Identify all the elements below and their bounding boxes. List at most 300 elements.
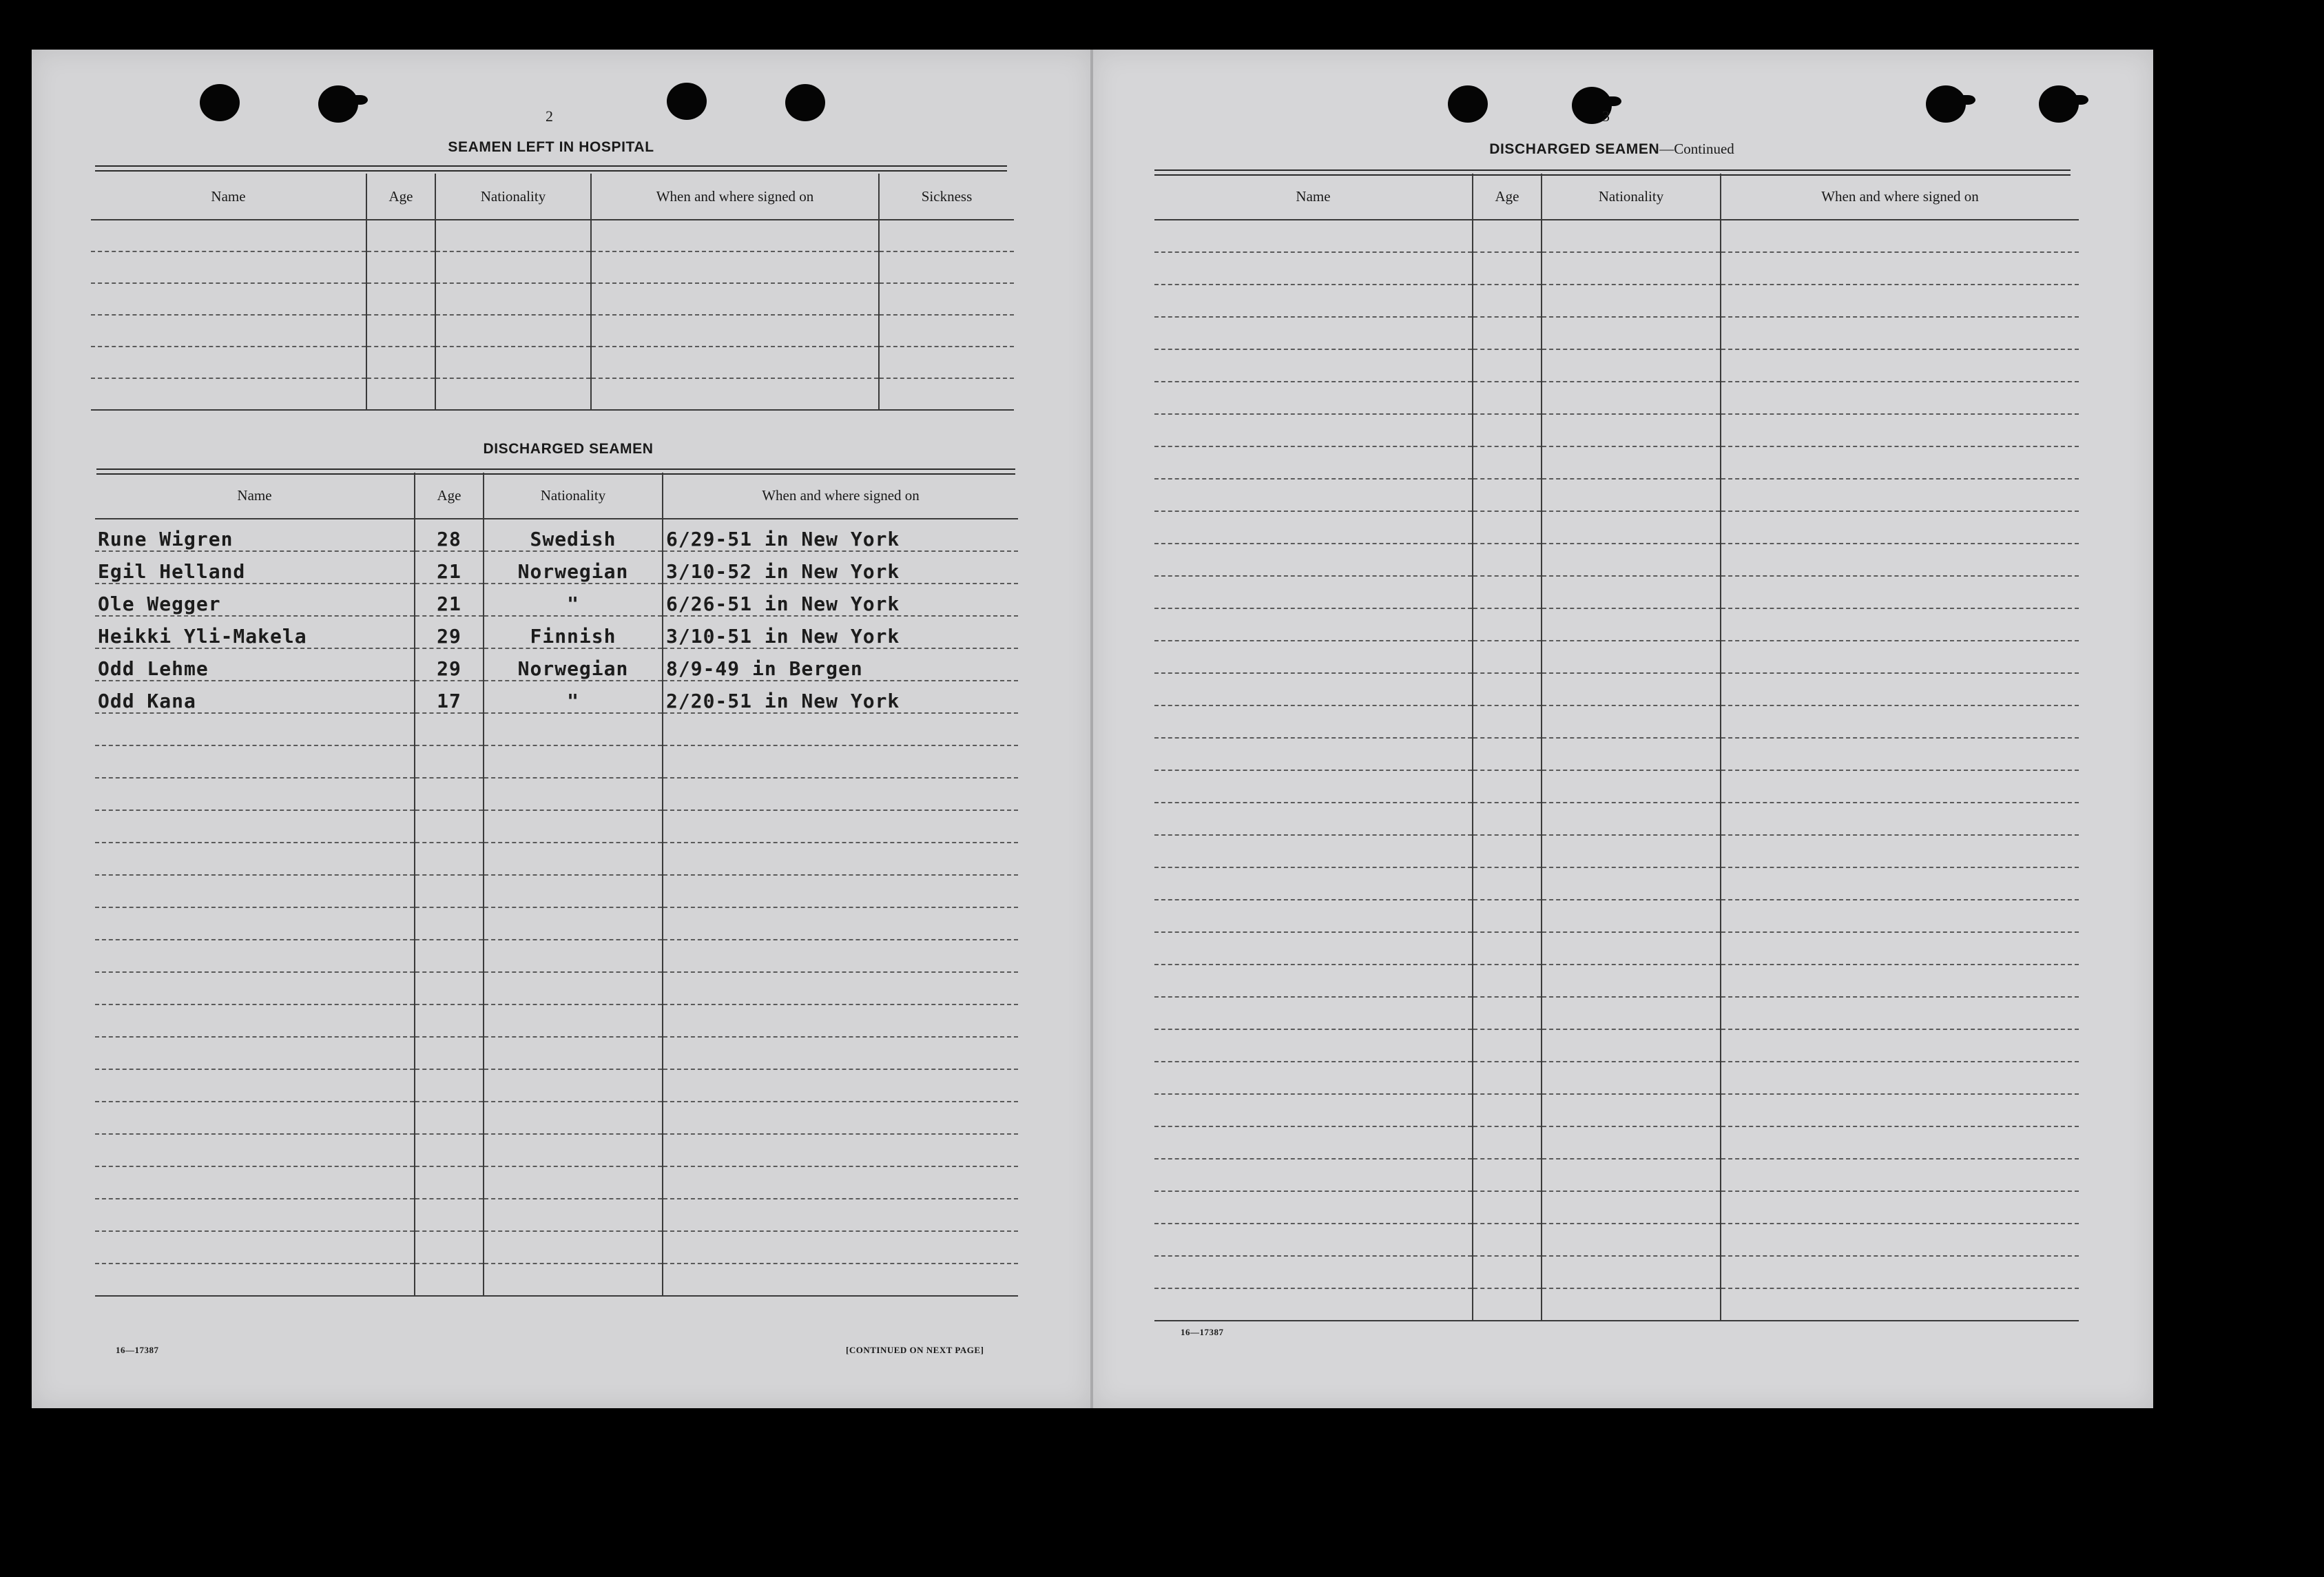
column-header-age: Age <box>366 174 435 220</box>
column-header-name: Name <box>91 174 366 220</box>
table-cell <box>484 940 663 972</box>
table-cell <box>1721 1224 2079 1256</box>
cell-age: 29 <box>415 616 484 648</box>
table-row <box>1154 446 2079 479</box>
punch-hole <box>667 83 707 120</box>
table-cell <box>1154 1288 1473 1321</box>
table-row <box>1154 1191 2079 1224</box>
table-cell <box>1542 317 1721 349</box>
table-row <box>95 745 1018 778</box>
page-number: 3 <box>1602 107 1610 125</box>
table-row <box>1154 900 2079 932</box>
table-cell <box>1154 705 1473 738</box>
table-cell <box>663 1004 1018 1037</box>
column-header-name: Name <box>95 473 415 519</box>
table-cell <box>1473 835 1542 867</box>
table-cell <box>1154 220 1473 252</box>
table-cell <box>1154 1126 1473 1159</box>
table-cell <box>366 315 435 347</box>
table-cell <box>1721 1288 2079 1321</box>
table-cell <box>95 875 415 907</box>
table-row <box>95 972 1018 1004</box>
column-header-name: Name <box>1154 174 1473 220</box>
table-cell <box>1154 1159 1473 1191</box>
table-cell <box>879 251 1014 283</box>
table-cell <box>663 1037 1018 1069</box>
table-cell <box>1154 641 1473 673</box>
cell-age: 29 <box>415 648 484 681</box>
table-row <box>95 1069 1018 1102</box>
table-row <box>1154 1224 2079 1256</box>
cell-nationality: Swedish <box>484 519 663 551</box>
table-cell <box>484 1069 663 1102</box>
table-cell <box>1721 705 2079 738</box>
cell-name: Ole Wegger <box>95 584 415 616</box>
table-cell <box>415 1102 484 1134</box>
table-cell <box>1154 965 1473 997</box>
table-cell <box>879 283 1014 315</box>
table-cell <box>591 315 879 347</box>
cell-age: 21 <box>415 584 484 616</box>
table-cell <box>1542 641 1721 673</box>
table-cell <box>95 940 415 972</box>
table-row <box>95 681 1018 713</box>
table-cell <box>1721 1126 2079 1159</box>
table-cell <box>1154 673 1473 705</box>
table-cell <box>1721 932 2079 965</box>
continued-note: [CONTINUED ON NEXT PAGE] <box>846 1345 984 1355</box>
table-cell <box>1542 1191 1721 1224</box>
table-cell <box>1473 770 1542 803</box>
table-cell <box>1473 349 1542 382</box>
table-cell <box>484 843 663 875</box>
table-cell <box>1542 382 1721 414</box>
table-cell <box>1721 479 2079 511</box>
table-cell <box>1473 900 1542 932</box>
cell-name: Odd Kana <box>95 681 415 713</box>
column-header-age: Age <box>415 473 484 519</box>
table-cell <box>1721 1062 2079 1094</box>
table-row <box>1154 803 2079 835</box>
table-cell <box>91 347 366 378</box>
table-cell <box>415 1264 484 1296</box>
hospital-top-rule <box>95 165 1007 172</box>
hospital-table <box>91 174 1014 411</box>
table-cell <box>663 1102 1018 1134</box>
table-cell <box>879 220 1014 251</box>
cell-age: 21 <box>415 551 484 584</box>
table-cell <box>1721 1191 2079 1224</box>
table-cell <box>1154 803 1473 835</box>
table-row <box>1154 932 2079 965</box>
table-cell <box>484 972 663 1004</box>
table-row <box>95 1037 1018 1069</box>
table-cell <box>484 1004 663 1037</box>
cell-nationality: Norwegian <box>484 551 663 584</box>
table-row <box>95 940 1018 972</box>
table-cell <box>95 1069 415 1102</box>
table-cell <box>1473 414 1542 446</box>
table-row <box>1154 867 2079 900</box>
table-row <box>1154 673 2079 705</box>
table-cell <box>95 1231 415 1264</box>
table-row <box>1154 738 2079 770</box>
table-cell <box>1542 1224 1721 1256</box>
table-cell <box>1473 1224 1542 1256</box>
cell-name: Heikki Yli-Makela <box>95 616 415 648</box>
discharged-section-title: DISCHARGED SEAMEN <box>483 441 654 457</box>
table-cell <box>1473 382 1542 414</box>
table-cell <box>415 1199 484 1231</box>
table-cell <box>366 347 435 378</box>
table-row <box>1154 1256 2079 1288</box>
table-cell <box>484 1166 663 1199</box>
table-cell <box>1542 1029 1721 1062</box>
table-cell <box>366 283 435 315</box>
table-cell <box>1542 220 1721 252</box>
table-cell <box>1154 1062 1473 1094</box>
table-cell <box>1473 641 1542 673</box>
table-cell <box>663 1264 1018 1296</box>
table-cell <box>415 745 484 778</box>
table-cell <box>1154 900 1473 932</box>
table-cell <box>1154 997 1473 1029</box>
table-row <box>1154 770 2079 803</box>
table-cell <box>1473 446 1542 479</box>
punch-hole <box>318 85 358 123</box>
table-cell <box>415 778 484 810</box>
table-cell <box>415 843 484 875</box>
table-cell <box>1721 997 2079 1029</box>
continued-suffix: —Continued <box>1659 141 1734 157</box>
table-row <box>95 616 1018 648</box>
table-row <box>91 283 1014 315</box>
table-cell <box>1154 317 1473 349</box>
table-row <box>1154 1159 2079 1191</box>
table-cell <box>1154 608 1473 641</box>
table-row <box>95 1134 1018 1166</box>
table-cell <box>1542 770 1721 803</box>
table-cell <box>1473 965 1542 997</box>
table-cell <box>366 378 435 410</box>
discharged-table <box>95 473 1018 1297</box>
table-row <box>1154 349 2079 382</box>
table-cell <box>1154 544 1473 576</box>
table-cell <box>663 1134 1018 1166</box>
table-cell <box>484 1199 663 1231</box>
column-header-signed-on: When and where signed on <box>591 174 879 220</box>
table-cell <box>1542 900 1721 932</box>
table-cell <box>1154 738 1473 770</box>
table-row <box>1154 608 2079 641</box>
table-row <box>1154 1029 2079 1062</box>
table-cell <box>1154 835 1473 867</box>
table-cell <box>95 907 415 940</box>
table-cell <box>1721 414 2079 446</box>
table-cell <box>1154 1191 1473 1224</box>
table-row <box>95 1102 1018 1134</box>
table-cell <box>484 1264 663 1296</box>
table-cell <box>1473 1191 1542 1224</box>
table-cell <box>1721 252 2079 285</box>
table-cell <box>1721 220 2079 252</box>
table-cell <box>1721 349 2079 382</box>
table-row <box>1154 705 2079 738</box>
table-cell <box>1473 479 1542 511</box>
table-cell <box>415 1134 484 1166</box>
table-cell <box>591 251 879 283</box>
table-cell <box>1542 1256 1721 1288</box>
table-row <box>95 1004 1018 1037</box>
table-cell <box>1542 414 1721 446</box>
table-cell <box>1473 803 1542 835</box>
table-cell <box>1542 446 1721 479</box>
table-row <box>95 810 1018 843</box>
cell-nationality: " <box>484 681 663 713</box>
form-number: 16—17387 <box>116 1345 159 1355</box>
table-row <box>91 378 1014 410</box>
table-row <box>91 220 1014 251</box>
table-cell <box>1154 285 1473 317</box>
table-cell <box>663 1231 1018 1264</box>
cell-age: 28 <box>415 519 484 551</box>
table-cell <box>1721 446 2079 479</box>
table-cell <box>591 378 879 410</box>
table-cell <box>1542 803 1721 835</box>
table-cell <box>1542 835 1721 867</box>
table-cell <box>1542 673 1721 705</box>
table-cell <box>91 283 366 315</box>
table-cell <box>91 315 366 347</box>
table-cell <box>1542 1288 1721 1321</box>
table-cell <box>1542 867 1721 900</box>
cell-signed-on: 6/29-51 in New York <box>663 519 1018 551</box>
table-cell <box>1721 738 2079 770</box>
table-cell <box>1473 932 1542 965</box>
column-header-nationality: Nationality <box>484 473 663 519</box>
table-cell <box>1473 738 1542 770</box>
table-cell <box>91 220 366 251</box>
table-cell <box>95 972 415 1004</box>
cell-name: Egil Helland <box>95 551 415 584</box>
table-cell <box>1473 705 1542 738</box>
table-cell <box>484 875 663 907</box>
table-cell <box>1721 317 2079 349</box>
table-cell <box>1473 673 1542 705</box>
table-cell <box>663 810 1018 843</box>
table-row <box>1154 835 2079 867</box>
table-cell <box>1473 867 1542 900</box>
hospital-section-title: SEAMEN LEFT IN HOSPITAL <box>448 139 654 155</box>
table-row <box>95 648 1018 681</box>
table-cell <box>435 347 591 378</box>
column-header-signed-on: When and where signed on <box>663 473 1018 519</box>
table-cell <box>591 220 879 251</box>
table-cell <box>366 220 435 251</box>
table-row <box>1154 252 2079 285</box>
table-row <box>1154 641 2079 673</box>
table-row <box>95 843 1018 875</box>
table-cell <box>1721 1094 2079 1126</box>
table-cell <box>1473 220 1542 252</box>
table-row <box>95 519 1018 551</box>
table-cell <box>95 1166 415 1199</box>
punch-hole <box>785 84 825 121</box>
table-cell <box>95 1199 415 1231</box>
table-cell <box>435 315 591 347</box>
table-row <box>95 584 1018 616</box>
table-row <box>1154 382 2079 414</box>
table-cell <box>435 220 591 251</box>
table-cell <box>95 1264 415 1296</box>
table-cell <box>95 1102 415 1134</box>
table-cell <box>95 1134 415 1166</box>
table-cell <box>1154 932 1473 965</box>
table-cell <box>435 283 591 315</box>
cell-age: 17 <box>415 681 484 713</box>
table-cell <box>1721 576 2079 608</box>
cell-signed-on: 3/10-52 in New York <box>663 551 1018 584</box>
table-cell <box>95 1037 415 1069</box>
table-cell <box>415 1231 484 1264</box>
table-row <box>1154 965 2079 997</box>
table-cell <box>435 378 591 410</box>
table-cell <box>484 1037 663 1069</box>
discharged-continued-title <box>1405 141 1818 158</box>
discharged-continued-title-text: DISCHARGED SEAMEN <box>1489 141 1660 157</box>
table-row <box>1154 285 2079 317</box>
table-cell <box>663 713 1018 745</box>
table-cell <box>415 940 484 972</box>
table-cell <box>1473 1288 1542 1321</box>
table-cell <box>1721 544 2079 576</box>
table-cell <box>1721 1159 2079 1191</box>
table-cell <box>1542 1126 1721 1159</box>
table-cell <box>1154 349 1473 382</box>
table-cell <box>1473 285 1542 317</box>
table-row <box>1154 1094 2079 1126</box>
table-cell <box>1542 965 1721 997</box>
table-cell <box>1473 252 1542 285</box>
table-cell <box>1721 382 2079 414</box>
table-row <box>1154 1062 2079 1094</box>
table-cell <box>1473 1126 1542 1159</box>
table-row <box>1154 479 2079 511</box>
table-cell <box>663 972 1018 1004</box>
table-cell <box>1154 511 1473 544</box>
table-cell <box>879 378 1014 410</box>
table-cell <box>1154 414 1473 446</box>
table-cell <box>1473 1094 1542 1126</box>
table-cell <box>95 745 415 778</box>
column-header-sickness: Sickness <box>879 174 1014 220</box>
table-cell <box>1154 252 1473 285</box>
table-cell <box>591 283 879 315</box>
table-cell <box>1542 285 1721 317</box>
punch-hole <box>2039 85 2079 123</box>
table-row <box>95 551 1018 584</box>
table-cell <box>1542 349 1721 382</box>
table-row <box>1154 997 2079 1029</box>
table-cell <box>1542 1062 1721 1094</box>
table-cell <box>415 1069 484 1102</box>
table-row <box>1154 511 2079 544</box>
cell-name: Odd Lehme <box>95 648 415 681</box>
table-cell <box>663 907 1018 940</box>
table-cell <box>1154 382 1473 414</box>
table-cell <box>663 745 1018 778</box>
table-cell <box>1473 1029 1542 1062</box>
table-row <box>91 315 1014 347</box>
table-cell <box>1721 673 2079 705</box>
table-row <box>1154 1126 2079 1159</box>
table-cell <box>1473 997 1542 1029</box>
column-header-signed-on: When and where signed on <box>1721 174 2079 220</box>
table-cell <box>91 251 366 283</box>
table-cell <box>91 378 366 410</box>
page-fold <box>1090 50 1093 1408</box>
table-cell <box>879 347 1014 378</box>
table-row <box>95 1199 1018 1231</box>
table-cell <box>415 875 484 907</box>
table-cell <box>1542 1159 1721 1191</box>
table-cell <box>663 778 1018 810</box>
table-cell <box>1473 317 1542 349</box>
table-row <box>91 347 1014 378</box>
table-row <box>95 875 1018 907</box>
table-cell <box>1721 1029 2079 1062</box>
table-row <box>1154 544 2079 576</box>
table-row <box>1154 220 2079 252</box>
table-cell <box>1473 1062 1542 1094</box>
discharged-continued-table <box>1154 174 2079 1321</box>
cell-signed-on: 3/10-51 in New York <box>663 616 1018 648</box>
table-cell <box>1473 1159 1542 1191</box>
cell-nationality: Norwegian <box>484 648 663 681</box>
table-cell <box>663 875 1018 907</box>
table-cell <box>1154 1224 1473 1256</box>
table-cell <box>435 251 591 283</box>
punch-hole <box>1926 85 1966 123</box>
cell-name: Rune Wigren <box>95 519 415 551</box>
table-cell <box>1473 544 1542 576</box>
cell-signed-on: 6/26-51 in New York <box>663 584 1018 616</box>
table-cell <box>95 1004 415 1037</box>
table-cell <box>484 1102 663 1134</box>
table-cell <box>1542 252 1721 285</box>
table-cell <box>484 1134 663 1166</box>
table-row <box>95 778 1018 810</box>
table-row <box>1154 576 2079 608</box>
table-cell <box>1721 1256 2079 1288</box>
table-cell <box>484 778 663 810</box>
table-cell <box>1542 479 1721 511</box>
table-row <box>1154 317 2079 349</box>
table-cell <box>484 1231 663 1264</box>
table-cell <box>879 315 1014 347</box>
table-cell <box>1542 576 1721 608</box>
punch-hole <box>200 84 240 121</box>
table-row <box>95 713 1018 745</box>
table-cell <box>663 1199 1018 1231</box>
table-row <box>91 251 1014 283</box>
table-cell <box>1473 511 1542 544</box>
page-number: 2 <box>546 107 553 125</box>
table-row <box>95 1231 1018 1264</box>
table-cell <box>1721 770 2079 803</box>
table-cell <box>415 1004 484 1037</box>
table-cell <box>1154 1094 1473 1126</box>
